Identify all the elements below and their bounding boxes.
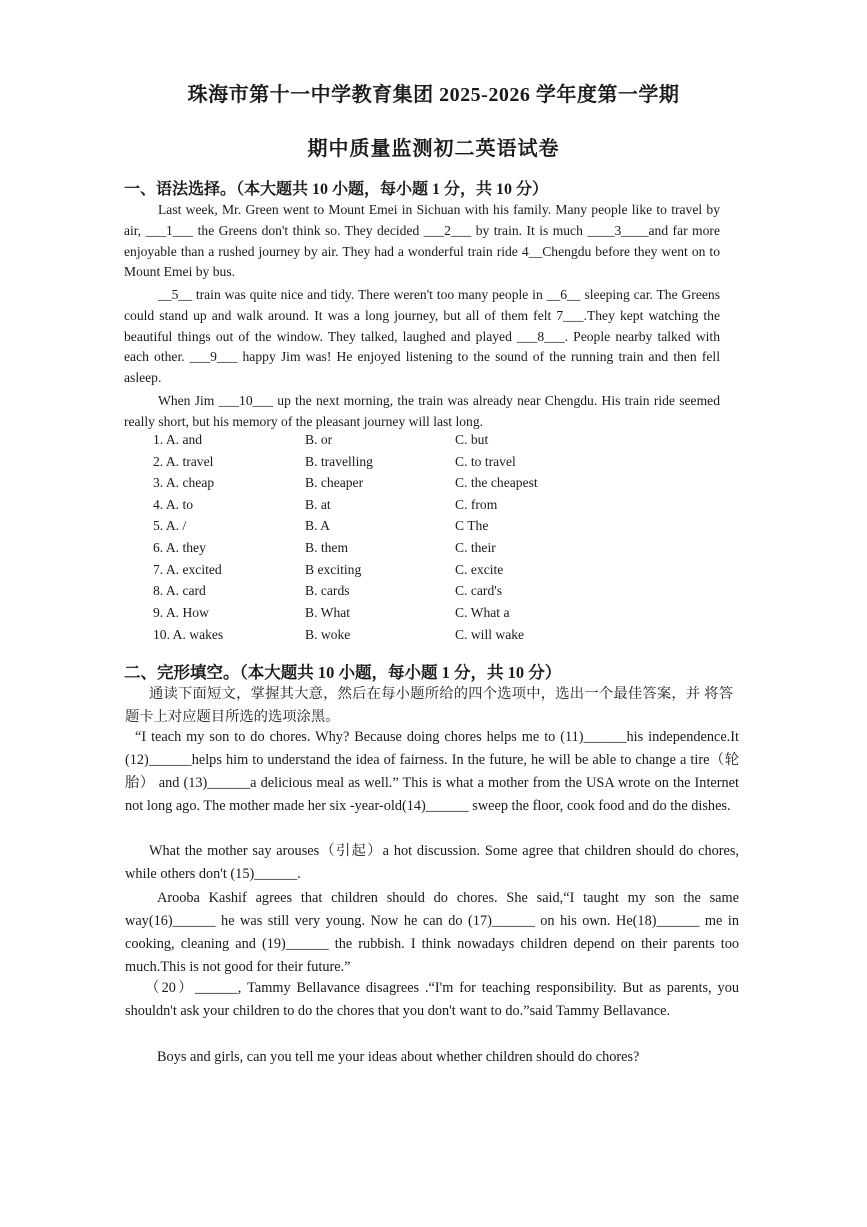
option-c: C. the cheapest	[455, 475, 538, 490]
option-a: 4. A. to	[153, 497, 194, 512]
option-c: C. from	[455, 497, 498, 512]
section2-heading: 二、完形填空。（本大题共 10 小题，每小题 1 分，共 10 分）	[124, 663, 562, 682]
option-row-5	[0, 518, 867, 539]
section1-paragraph-3: When Jim ___10___ up the next morning, the train was already near Chengdu. His train ride seemed really short, but his memory of the pleasant journey will last long.	[124, 393, 720, 429]
option-row-7	[0, 562, 867, 583]
option-b: B exciting	[305, 562, 362, 577]
option-c: C. but	[455, 432, 489, 447]
option-b: B. them	[305, 540, 349, 555]
exam-title: 珠海市第十一中学教育集团 2025-2026 学年度第一学期	[187, 84, 680, 106]
option-a: 8. A. card	[153, 583, 206, 598]
option-row-8	[0, 583, 867, 604]
option-c: C. What a	[455, 605, 510, 620]
option-b: B. What	[305, 605, 351, 620]
option-row-6	[0, 540, 867, 561]
option-a: 1. A. and	[153, 432, 203, 447]
option-c: C The	[455, 518, 489, 533]
option-b: B. woke	[305, 627, 351, 642]
section2-instruction: 通读下面短文，掌握其大意，然后在每小题所给的四个选项中，选出一个最佳答案，并 将答题卡上对应题目所选的选项涂黑。	[125, 686, 733, 725]
option-c: C. will wake	[455, 627, 525, 642]
section1-paragraph-2: __5__ train was quite nice and tidy. There weren't too many people in __6__ sleeping car. The Greens could stand up and walk around. It was a long journey, but all of them felt 7___.They kept watching the beautiful things out of the window. They talked, laughed and played ___8___. People nearby talked with each other. ___9___ happy Jim was! He enjoyed listening to the sound of the running train and then fell asleep.	[124, 287, 720, 386]
option-b: B. or	[305, 432, 333, 447]
exam-subtitle: 期中质量监测初二英语试卷	[307, 138, 560, 160]
option-b: B. cards	[305, 583, 350, 598]
option-b: B. at	[305, 497, 331, 512]
section2-paragraph-3: Arooba Kashif agrees that children should do chores. She said,“I taught my son the same way(16)______ he was still very young. Now he can do (17)______ on his own. He(18)______ me in cooking, cleaning and (19)______ the rubbish. I think nowadays children depend on their parents too much.This is not good for their future.”	[125, 890, 739, 975]
option-a: 2. A. travel	[153, 454, 214, 469]
section2-paragraph-4: （20）______, Tammy Bellavance disagrees .“I'm for teaching responsibility. But as parents, you shouldn't ask your children to do the chores that you don't want to do.”said Tammy Bellavance.	[125, 980, 739, 1019]
option-row-1	[0, 432, 867, 453]
section1-paragraph-1: Last week, Mr. Green went to Mount Emei in Sichuan with his family. Many people like to travel by air, ___1___ the Greens don't think so. They decided ___2___ by train. It is much ____3____and far more enjoyable than a rushed journey by air. They had a wonderful train ride 4__Chengdu before they went on to Mount Emei by bus.	[124, 202, 720, 280]
option-row-2	[0, 454, 867, 475]
option-c: C. excite	[455, 562, 504, 577]
option-b: B. A	[305, 518, 330, 533]
section2-paragraph-2: What the mother say arouses（引起）a hot discussion. Some agree that children should do chores, while others don't (15)______.	[125, 843, 739, 882]
option-a: 9. A. How	[153, 605, 209, 620]
option-row-4	[0, 497, 867, 518]
option-row-9	[0, 605, 867, 626]
section2-paragraph-1: “I teach my son to do chores. Why? Because doing chores helps me to (11)______his independence.It (12)______helps him to understand the idea of fairness. In the future, he will be able to change a tire（轮胎） and (13)______a delicious meal as well.” This is what a mother from the USA wrote on the Internet not long ago. The mother made her six -year-old(14)______ sweep the floor, cook food and do the dishes.	[125, 729, 739, 814]
section2-paragraph-5: Boys and girls, can you tell me your ideas about whether children should do chores?	[157, 1049, 640, 1065]
section1-heading: 一、语法选择。（本大题共 10 小题，每小题 1 分，共 10 分）	[124, 181, 549, 198]
option-a: 6. A. they	[153, 540, 206, 555]
option-c: C. card's	[455, 583, 502, 598]
option-a: 5. A. /	[153, 518, 187, 533]
option-b: B. travelling	[305, 454, 373, 469]
option-a: 10. A. wakes	[153, 627, 224, 642]
option-row-3	[0, 475, 867, 496]
option-a: 7. A. excited	[153, 562, 222, 577]
option-b: B. cheaper	[305, 475, 364, 490]
option-row-10	[0, 627, 867, 648]
option-c: C. to travel	[455, 454, 516, 469]
option-c: C. their	[455, 540, 496, 555]
option-a: 3. A. cheap	[153, 475, 215, 490]
